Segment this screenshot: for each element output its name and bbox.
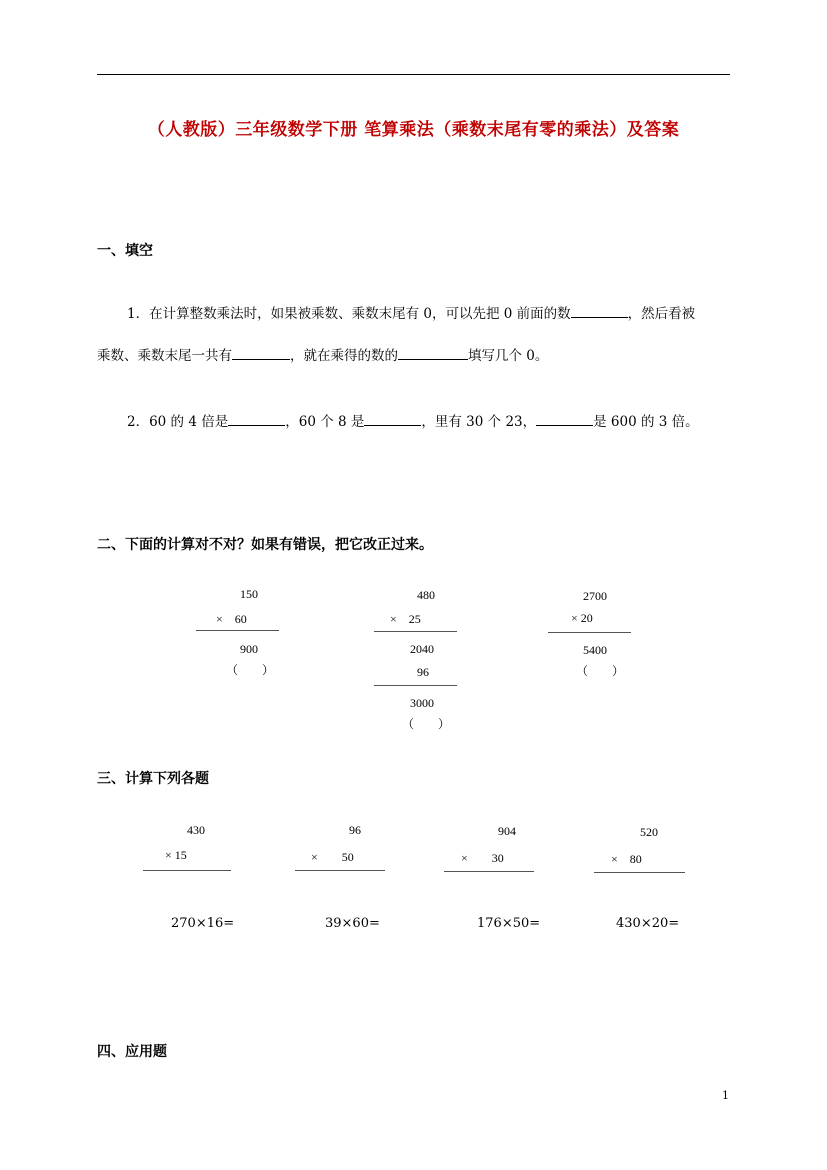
check-2-partial-1: 2040 xyxy=(410,642,434,656)
top-rule xyxy=(97,74,730,75)
check-1-rule xyxy=(196,630,279,631)
expression-3: 176×50= xyxy=(477,916,541,931)
vertical-4-top: 520 xyxy=(640,825,658,839)
answer-blank[interactable] xyxy=(571,305,628,318)
vertical-1-top: 430 xyxy=(187,823,205,837)
vertical-3-top: 904 xyxy=(498,824,516,838)
check-3-rule xyxy=(548,632,631,633)
vertical-4-multiplier: × 80 xyxy=(611,852,642,866)
vertical-3-rule xyxy=(444,871,534,872)
check-2-answer-paren[interactable]: （ ） xyxy=(402,717,451,731)
vertical-2-multiplier: × 50 xyxy=(311,850,354,864)
question-2: 2．60 的 4 倍是 ，60 个 8 是 ，里有 30 个 23， 是 600 的 3 倍。 xyxy=(127,414,699,430)
vertical-2-rule xyxy=(295,870,385,871)
vertical-1-multiplier: × 15 xyxy=(165,848,187,862)
check-1-top: 150 xyxy=(240,587,258,601)
question-1-line-1: 1．在计算整数乘法时，如果被乘数、乘数末尾有 0，可以先把 0 前面的数 ，然后看被 xyxy=(127,306,696,322)
section-heading-fill-blank: 一、填空 xyxy=(97,243,153,259)
check-2-rule xyxy=(374,631,457,632)
expression-1: 270×16= xyxy=(171,916,235,931)
check-2-top: 480 xyxy=(417,588,435,602)
check-2-multiplier: × 25 xyxy=(390,612,421,626)
section-heading-calculate: 三、计算下列各题 xyxy=(97,771,209,787)
answer-blank[interactable] xyxy=(228,413,285,426)
check-1-multiplier: × 60 xyxy=(216,612,247,626)
check-2-partial-2: 96 xyxy=(417,665,429,679)
vertical-3-multiplier: × 30 xyxy=(461,851,504,865)
check-3-result: 5400 xyxy=(583,643,607,657)
vertical-2-top: 96 xyxy=(349,823,361,837)
section-heading-check: 二、下面的计算对不对？如果有错误，把它改正过来。 xyxy=(97,537,433,553)
answer-blank[interactable] xyxy=(536,413,593,426)
expression-4: 430×20= xyxy=(616,916,680,931)
vertical-4-rule xyxy=(594,872,685,873)
check-1-result: 900 xyxy=(240,642,258,656)
answer-blank[interactable] xyxy=(364,413,421,426)
question-1-line-2: 乘数、乘数末尾一共有 ，就在乘得的数的 填写几个 0。 xyxy=(97,348,549,364)
check-2-rule-2 xyxy=(374,685,457,686)
answer-blank[interactable] xyxy=(398,347,468,360)
page-title: （人教版）三年级数学下册 笔算乘法（乘数末尾有零的乘法）及答案 xyxy=(147,120,680,140)
expression-2: 39×60= xyxy=(325,916,380,931)
check-3-top: 2700 xyxy=(583,589,607,603)
page-number: 1 xyxy=(722,1089,729,1102)
answer-blank[interactable] xyxy=(232,347,290,360)
check-1-answer-paren[interactable]: （ ） xyxy=(226,663,275,677)
section-heading-word-problems: 四、应用题 xyxy=(97,1044,167,1060)
check-3-multiplier: × 20 xyxy=(571,611,593,625)
vertical-1-rule xyxy=(143,870,231,871)
check-3-answer-paren[interactable]: （ ） xyxy=(576,664,625,678)
check-2-result: 3000 xyxy=(410,696,434,710)
